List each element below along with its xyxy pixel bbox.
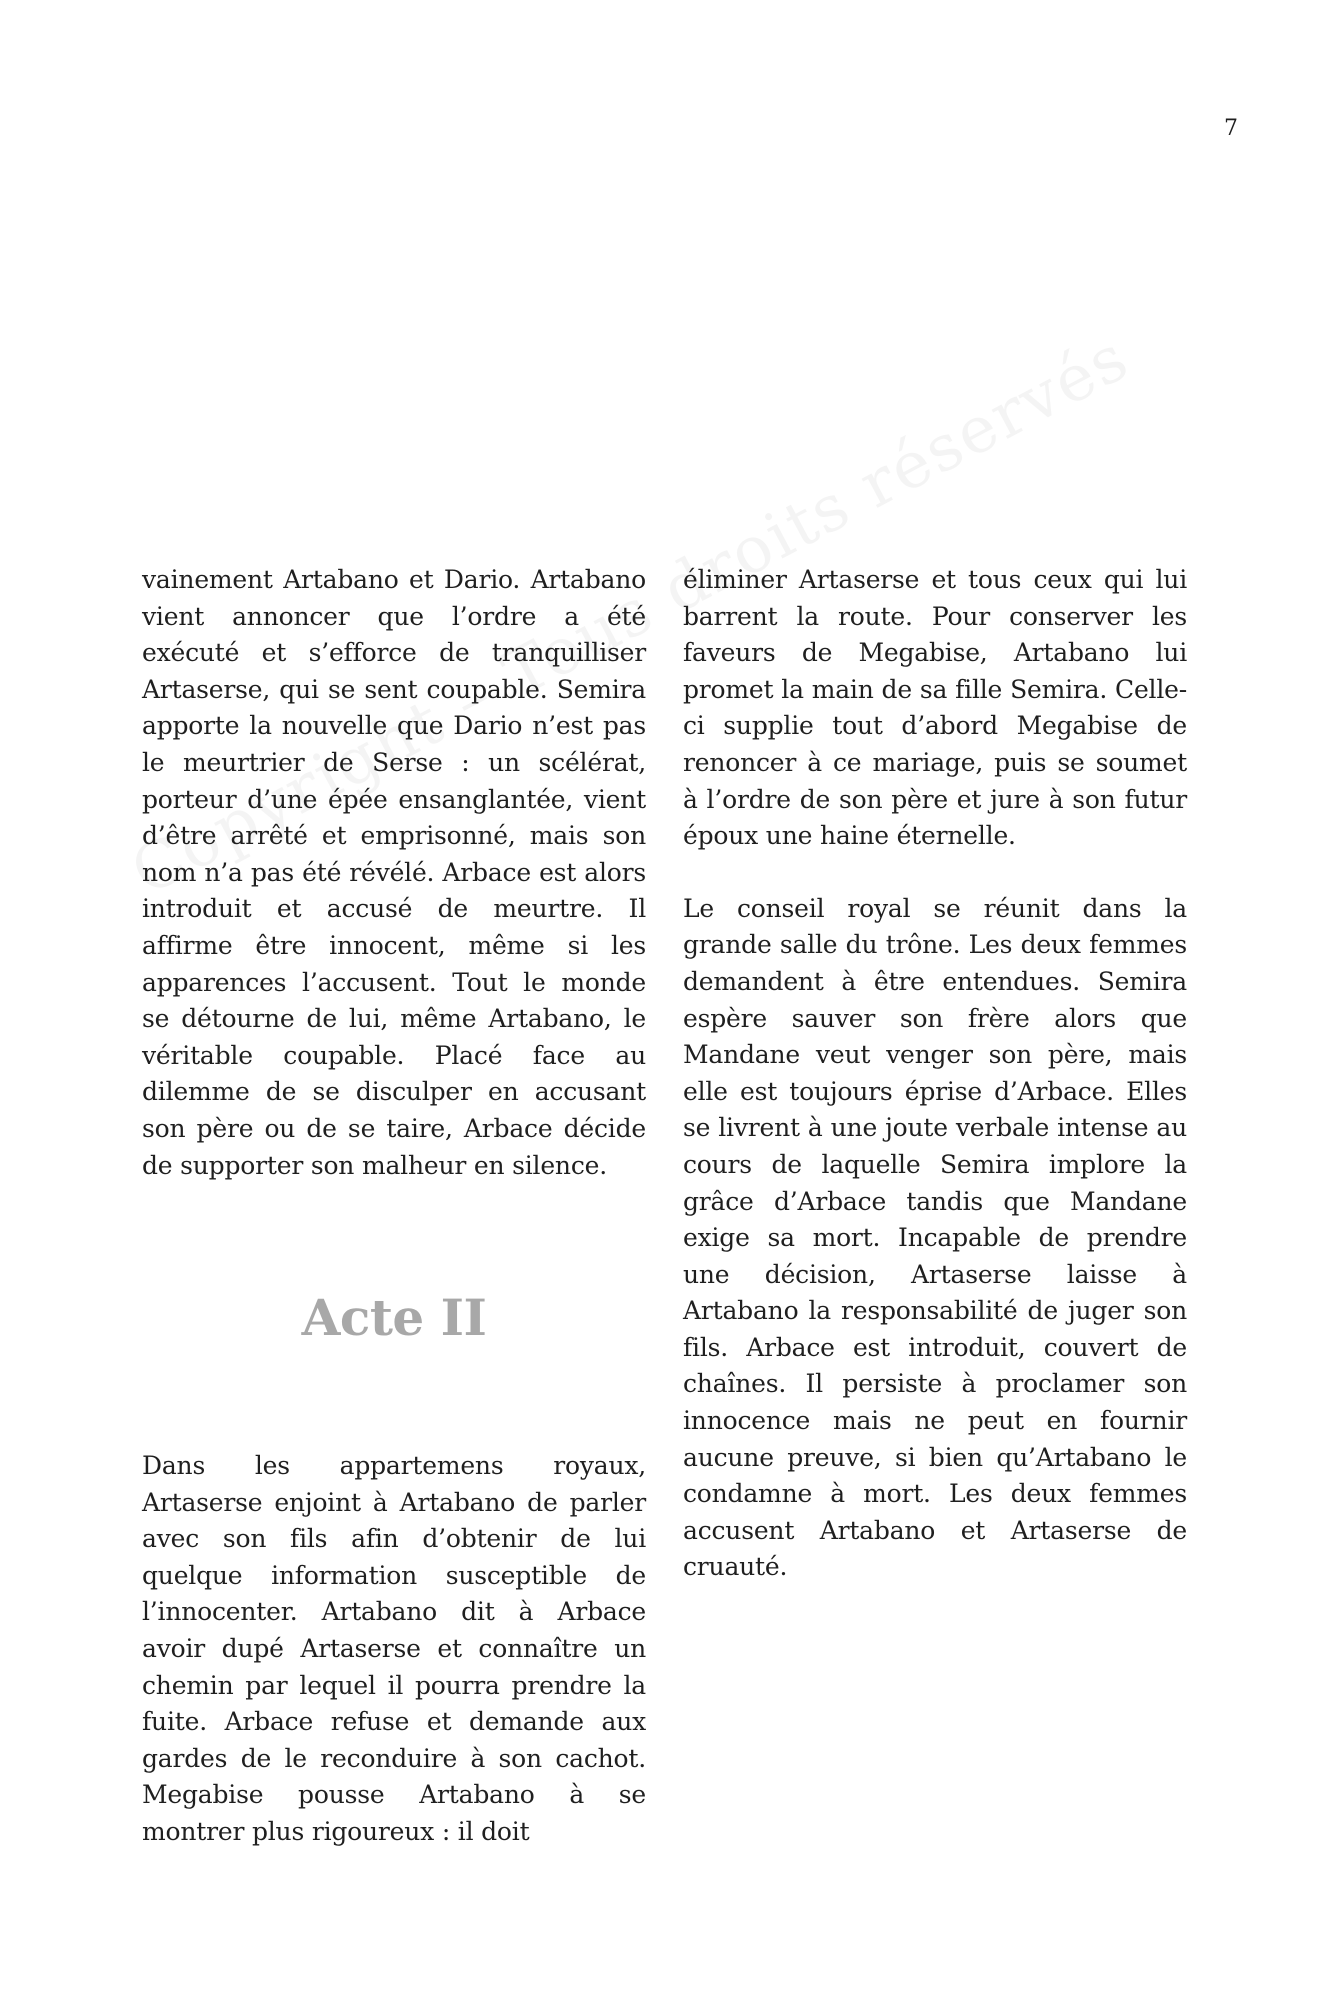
page-number: 7 xyxy=(1224,116,1238,141)
right-text-column xyxy=(683,562,1187,1586)
left-text-column xyxy=(142,562,646,1851)
act-heading: Acte II xyxy=(301,1288,487,1348)
body-paragraph: éliminer Artaserse et tous ceux qui lui barrent la route. Pour conserver les faveurs de Megabise, Artabano lui promet la main de sa fille Semira. Celle-ci supplie tout d’abord Megabise de renoncer à ce mariage, puis se soumet à l’ordre de son père et jure à son futur époux une haine éternelle. xyxy=(683,565,1187,851)
body-paragraph: Le conseil royal se réunit dans la grande salle du trône. Les deux femmes demandent à être entendues. Semira espère sauver son frère alors que Mandane veut venger son père, mais elle est toujours éprise d’Arbace. Elles se livrent à une joute verbale intense au cours de laquelle Semira implore la grâce d’Arbace tandis que Mandane exige sa mort. Incapable de prendre une décision, Artaserse laisse à Artabano la responsabilité de juger son fils. Arbace est introduit, couvert de chaînes. Il persiste à proclamer son innocence mais ne peut en fournir aucune preuve, si bien qu’Artabano le condamne à mort. Les deux femmes accusent Artabano et Artaserse de cruauté. xyxy=(683,893,1187,1582)
body-paragraph: vainement Artabano et Dario. Artabano vient annoncer que l’ordre a été exécuté et s’efforce de tranquilliser Artaserse, qui se sent coupable. Semira apporte la nouvelle que Dario n’est pas le meurtrier de Serse : un scélérat, porteur d’une épée ensanglantée, vient d’être arrêté et emprisonné, mais son nom n’a pas été révélé. Arbace est alors introduit et accusé de meurtre. Il affirme être innocent, même si les apparences l’accusent. Tout le monde se détourne de lui, même Artabano, le véritable coupable. Placé face au dilemme de se disculper en accusant son père ou de se taire, Arbace décide de supporter son malheur en silence. xyxy=(142,565,646,1180)
body-paragraph: Dans les appartemens royaux, Artaserse enjoint à Artabano de parler avec son fils afin d’obtenir de lui quelque information susceptible de l’innocenter. Artabano dit à Arbace avoir dupé Artaserse et connaître un chemin par lequel il pourra prendre la fuite. Arbace refuse et demande aux gardes de le reconduire à son cachot. Megabise pousse Artabano à se montrer plus rigoureux : il doit xyxy=(142,1451,646,1847)
